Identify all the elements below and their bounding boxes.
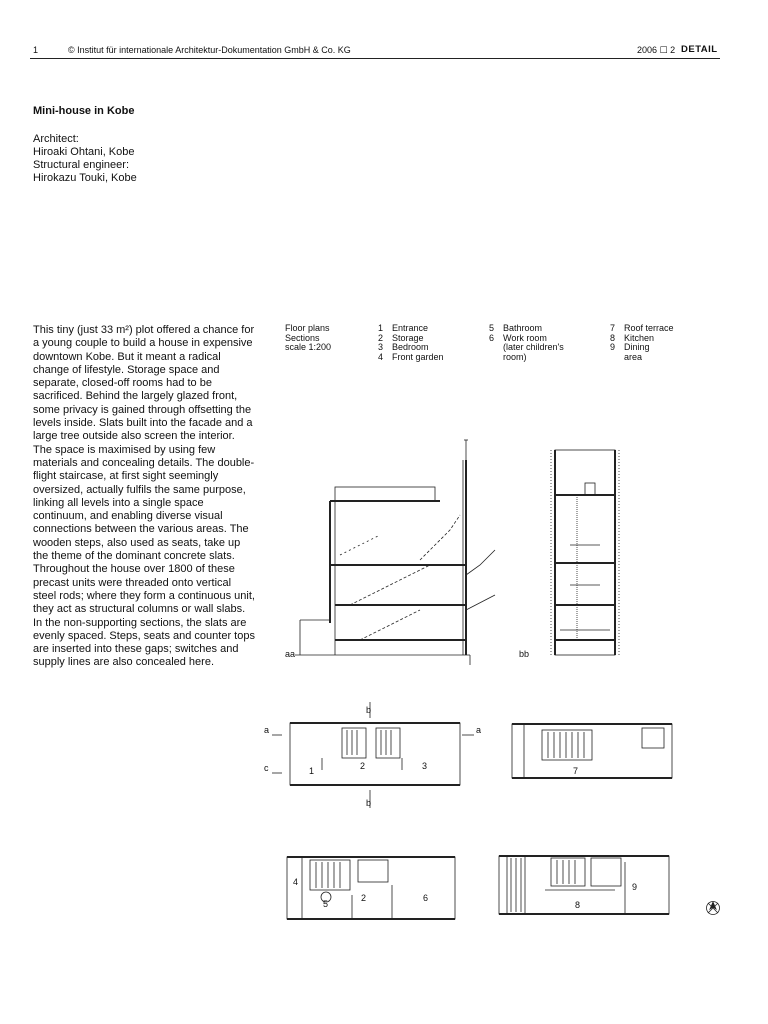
credit-engineer: Hirokazu Touki, Kobe [33,172,137,184]
article-title: Mini-house in Kobe [33,105,135,117]
section-drawing-aa [280,435,510,665]
legend-item: area [624,351,643,362]
header-divider [30,58,720,59]
floor-plan-4 [495,852,675,920]
floor-plan-1 [262,700,492,812]
plan-cut-label: a [264,725,270,735]
section-label-bb: bb [519,649,530,659]
plan-cut-label: b [366,798,372,808]
legend-intro-line: Floor plans [285,323,330,333]
room-label: 1 [309,766,315,776]
roof-parapet [335,487,435,501]
legend-intro [285,324,331,353]
legend-item: 1 Entrance [378,323,429,333]
legend-item: (later children's [503,342,564,353]
room-label: 5 [323,899,329,909]
plan-cut-label: c [264,763,269,773]
north-arrow-icon [705,900,721,916]
legend-item: room) [503,351,527,362]
legend-item: 9 Dining [610,342,650,353]
room-label: 4 [293,877,299,887]
brand-logo: DETAIL [681,44,718,55]
section-drawing-bb [515,445,625,660]
legend-item: 6 Work room [489,332,547,343]
legend-item: 2 Storage [378,332,424,343]
legend-column-3 [610,324,674,362]
legend-item: 5 Bathroom [489,323,543,333]
legend-column-2 [489,324,564,362]
plan-cut-label: a [476,725,482,735]
floor-plan-2 [510,722,680,784]
room-label: 2 [361,893,367,903]
body-paragraph: Throughout the house over 1800 of these precast units were threaded onto vertical steel rods; where they form a continuous unit, they act as structural columns or wall slabs. In the non-supporting sections, the slats are evenly spaced. Steps, seats and counter tops are inserted into these gaps; switches and supply lines are also concealed here. [33,563,255,669]
legend-intro-line: Sections [285,332,320,343]
section-label-aa: aa [285,649,296,659]
legend-item: 8 Kitchen [610,332,655,343]
legend-intro-line: scale 1:200 [285,342,332,353]
body-paragraph: This tiny (just 33 m²) plot offered a chance for a young couple to build a house in expensive downtown Kobe. But it meant a radical change of lifestyle. Storage space and separate, closed-off rooms had to be sacrificed. Behind the largely glazed front, some privacy is gained through offsetting the levels inside. Slats built into the facade and a large tree outside also screen the interior. The space is maximised by using few materials and concealing details. The double-flight staircase, at first sight seemingly oversized, actually fulfils the same purpose, linking all levels into a single space continuum, and enabling diverse visual connections between the various areas. The wooden steps, also used as seats, take up the theme of the dominant concrete slats. [33,324,255,563]
credit-label-engineer: Structural engineer: [33,159,129,171]
page-number: 1 [33,45,39,55]
room-label: 6 [423,893,429,903]
plan-cut-label: b [366,705,372,715]
legend-column-1 [378,324,444,362]
floor-plan-3 [282,845,462,927]
copyright-notice: © Institut für internationale Architektur-Dokumentation GmbH & Co. KG [68,45,351,55]
room-label: 7 [573,766,579,776]
article-body [33,324,255,670]
legend-item: 4 Front garden [378,351,444,362]
room-label: 3 [422,761,428,771]
room-label: 8 [575,900,581,910]
room-label: 9 [632,882,638,892]
issue-number: 2006 ☐ 2 [637,45,676,55]
legend-item: 7 Roof terrace [610,323,674,333]
room-label: 2 [360,761,366,771]
legend-item: 3 Bedroom [378,342,429,353]
credit-architect: Hiroaki Ohtani, Kobe [33,146,135,158]
credit-label-architect: Architect: [33,133,79,145]
